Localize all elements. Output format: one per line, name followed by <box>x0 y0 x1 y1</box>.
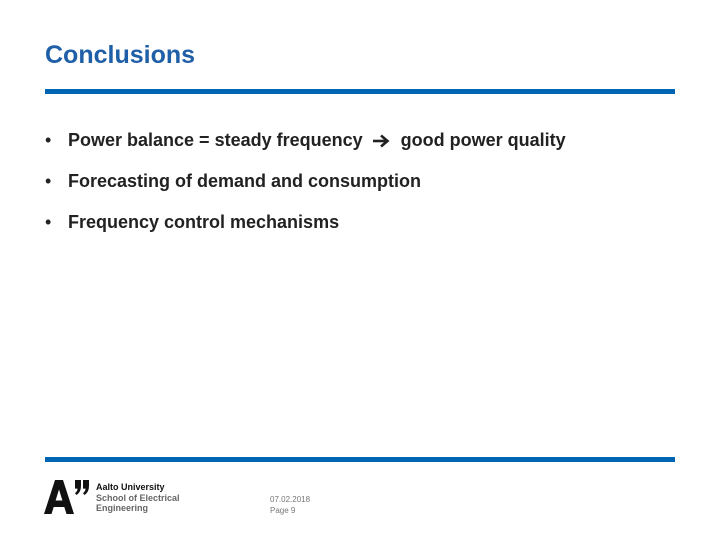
right-arrow-icon <box>372 134 392 148</box>
title-divider <box>45 89 675 94</box>
bullet-text-after-arrow: good power quality <box>400 130 566 150</box>
slide-page-number: Page 9 <box>270 506 296 515</box>
slide-meta <box>270 494 310 516</box>
slide-title: Conclusions <box>45 41 196 69</box>
institution-school: School of Electrical <box>96 492 180 503</box>
bullet-text: Frequency control mechanisms <box>68 212 340 232</box>
slide-date: 07.02.2018 <box>270 495 311 504</box>
institution-department: Engineering <box>96 503 149 513</box>
aalto-logo-icon <box>44 480 90 514</box>
footer-divider <box>45 457 675 462</box>
bullet-marker: • <box>45 171 52 191</box>
bullet-text: Forecasting of demand and consumption <box>68 171 422 191</box>
bullet-marker: • <box>45 212 52 232</box>
institution-university: Aalto University <box>96 482 165 492</box>
bullet-text <box>68 126 566 154</box>
institution-name <box>96 482 180 514</box>
bullet-marker: • <box>45 130 52 150</box>
bullet-text-before-arrow: Power balance = steady frequency <box>68 130 363 150</box>
